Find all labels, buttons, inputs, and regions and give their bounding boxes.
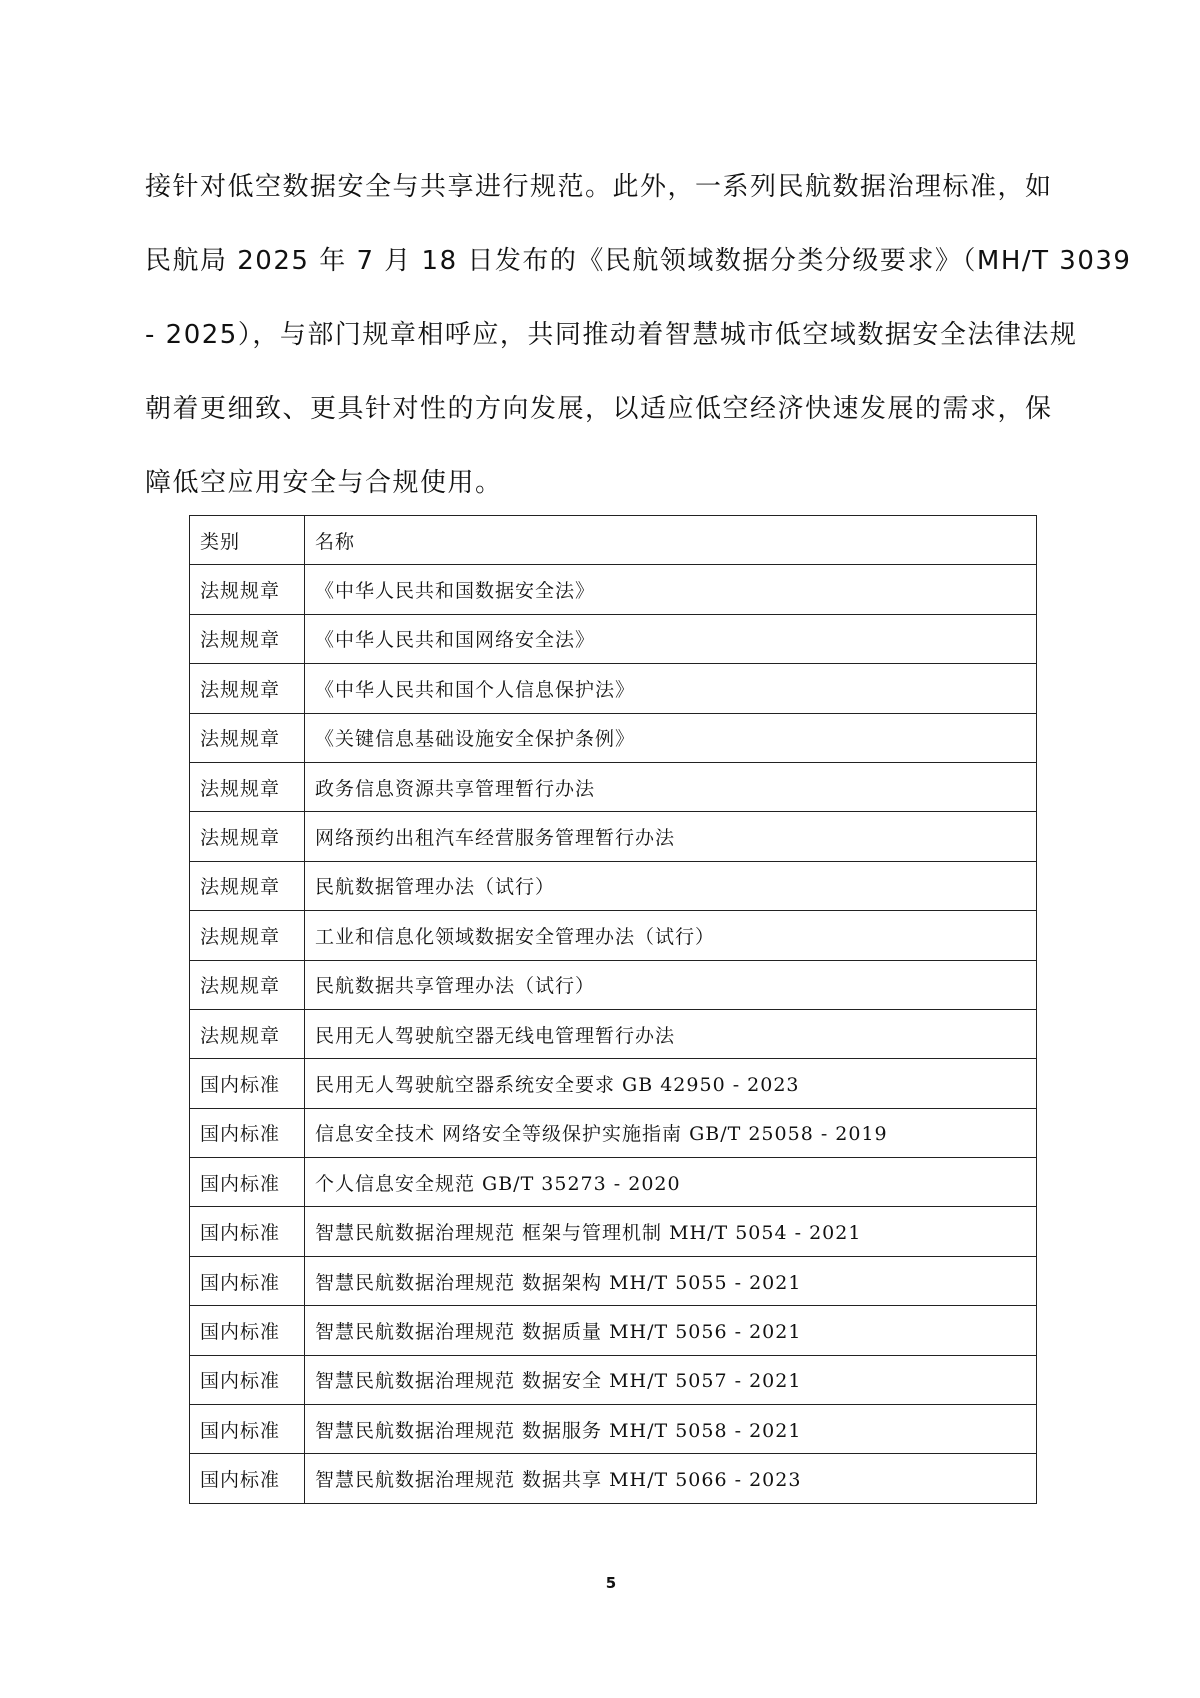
cell-name: 网络预约出租汽车经营服务管理暂行办法 — [305, 812, 1037, 861]
table-row — [190, 1108, 1037, 1157]
table-row — [190, 1405, 1037, 1454]
cell-name: 民航数据管理办法（试行） — [305, 861, 1037, 910]
cell-category: 国内标准 — [190, 1405, 305, 1454]
cell-category: 法规规章 — [190, 664, 305, 713]
paragraph-line: 障低空应用安全与合规使用。 — [145, 468, 503, 498]
cell-category: 国内标准 — [190, 1454, 305, 1503]
table-row — [190, 1454, 1037, 1503]
table-row — [190, 1306, 1037, 1355]
table-row — [190, 565, 1037, 614]
table-row — [190, 614, 1037, 663]
table-row — [190, 1355, 1037, 1404]
paragraph-line: 朝着更细致、更具针对性的方向发展，以适应低空经济快速发展的需求，保 — [145, 394, 1053, 424]
cell-category: 国内标准 — [190, 1158, 305, 1207]
cell-category: 法规规章 — [190, 565, 305, 614]
paragraph-line: - 2025），与部门规章相呼应，共同推动着智慧城市低空域数据安全法律法规 — [145, 320, 1078, 350]
cell-name: 智慧民航数据治理规范 数据共享 MH/T 5066 - 2023 — [305, 1454, 1037, 1503]
cell-name: 《中华人民共和国个人信息保护法》 — [305, 664, 1037, 713]
cell-name: 民航数据共享管理办法（试行） — [305, 960, 1037, 1009]
cell-category: 国内标准 — [190, 1256, 305, 1305]
regulations-table — [189, 515, 1037, 1504]
cell-name: 政务信息资源共享管理暂行办法 — [305, 762, 1037, 811]
table-row — [190, 1158, 1037, 1207]
table-row — [190, 812, 1037, 861]
cell-category: 法规规章 — [190, 614, 305, 663]
cell-name: 《关键信息基础设施安全保护条例》 — [305, 713, 1037, 762]
cell-name: 民用无人驾驶航空器无线电管理暂行办法 — [305, 1009, 1037, 1058]
body-paragraph — [145, 150, 1132, 520]
table-row — [190, 911, 1037, 960]
cell-category: 国内标准 — [190, 1059, 305, 1108]
cell-category: 法规规章 — [190, 762, 305, 811]
cell-name: 《中华人民共和国网络安全法》 — [305, 614, 1037, 663]
cell-category: 国内标准 — [190, 1108, 305, 1157]
cell-category: 国内标准 — [190, 1207, 305, 1256]
table-row — [190, 762, 1037, 811]
table-row — [190, 861, 1037, 910]
cell-category: 国内标准 — [190, 1355, 305, 1404]
cell-category: 法规规章 — [190, 960, 305, 1009]
cell-category: 法规规章 — [190, 1009, 305, 1058]
cell-category: 法规规章 — [190, 861, 305, 910]
cell-name: 智慧民航数据治理规范 数据安全 MH/T 5057 - 2021 — [305, 1355, 1037, 1404]
page-number: 5 — [605, 1574, 617, 1592]
cell-name: 智慧民航数据治理规范 框架与管理机制 MH/T 5054 - 2021 — [305, 1207, 1037, 1256]
table-row — [190, 1256, 1037, 1305]
cell-name: 智慧民航数据治理规范 数据质量 MH/T 5056 - 2021 — [305, 1306, 1037, 1355]
table-row — [190, 1207, 1037, 1256]
cell-category: 法规规章 — [190, 713, 305, 762]
cell-name: 个人信息安全规范 GB/T 35273 - 2020 — [305, 1158, 1037, 1207]
table-header-row — [190, 516, 1037, 565]
cell-name: 工业和信息化领域数据安全管理办法（试行） — [305, 911, 1037, 960]
table-row — [190, 713, 1037, 762]
cell-category: 法规规章 — [190, 812, 305, 861]
table-row — [190, 1059, 1037, 1108]
paragraph-line: 接针对低空数据安全与共享进行规范。此外，一系列民航数据治理标准，如 — [145, 172, 1053, 202]
cell-name: 智慧民航数据治理规范 数据架构 MH/T 5055 - 2021 — [305, 1256, 1037, 1305]
table-row — [190, 960, 1037, 1009]
cell-name: 《中华人民共和国数据安全法》 — [305, 565, 1037, 614]
header-category: 类别 — [190, 516, 305, 565]
cell-category: 国内标准 — [190, 1306, 305, 1355]
table-row — [190, 1009, 1037, 1058]
cell-name: 智慧民航数据治理规范 数据服务 MH/T 5058 - 2021 — [305, 1405, 1037, 1454]
cell-category: 法规规章 — [190, 911, 305, 960]
paragraph-line: 民航局 2025 年 7 月 18 日发布的《民航领域数据分类分级要求》（MH/T 3039 — [145, 246, 1132, 276]
table-row — [190, 664, 1037, 713]
cell-name: 信息安全技术 网络安全等级保护实施指南 GB/T 25058 - 2019 — [305, 1108, 1037, 1157]
header-name: 名称 — [305, 516, 1037, 565]
cell-name: 民用无人驾驶航空器系统安全要求 GB 42950 - 2023 — [305, 1059, 1037, 1108]
